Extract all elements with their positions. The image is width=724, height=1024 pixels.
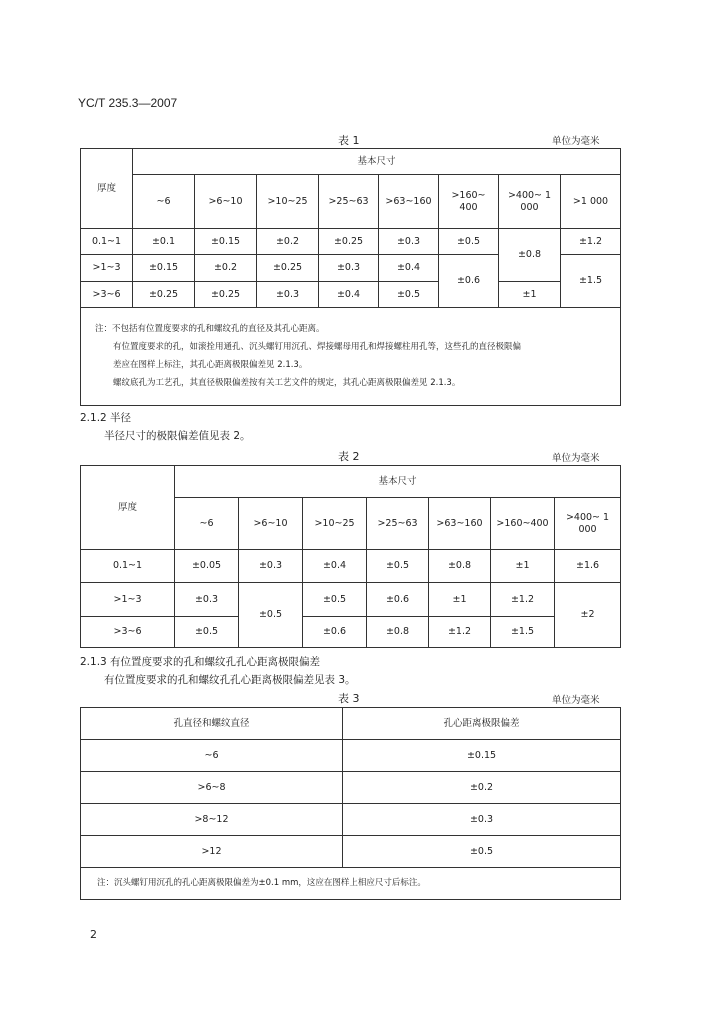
table1-col-header: >1 000 xyxy=(561,175,621,229)
table1-row-label: >1~3 xyxy=(81,255,133,282)
table2-cell: ±1.6 xyxy=(555,550,621,583)
table1-note-line: 差应在图样上标注，其孔心距离极限偏差见 2.1.3。 xyxy=(113,360,308,370)
table1-col-header: >6~10 xyxy=(195,175,257,229)
table3-note: 注：沉头螺钉用沉孔的孔心距离极限偏差为±0.1 mm，这应在图样上相应尺寸后标注。 xyxy=(81,868,621,900)
table1-col-header: >160~ 400 xyxy=(439,175,499,229)
table1-cell-merged: ±1.5 xyxy=(561,255,621,308)
table1-note-line: 螺纹底孔为工艺孔，其直径极限偏差按有关工艺文件的规定，其孔心距离极限偏差见 2.1.3。 xyxy=(113,378,461,388)
table2-cell: ±1 xyxy=(491,550,555,583)
table3-col-header: 孔心距离极限偏差 xyxy=(343,708,621,740)
table2-col-header: >400~ 1 000 xyxy=(555,498,621,550)
table2-cell: ±0.3 xyxy=(175,583,239,617)
table1-cell: ±0.15 xyxy=(195,229,257,255)
table1-cell: ±0.25 xyxy=(257,255,319,282)
table2-cell: ±0.6 xyxy=(367,583,429,617)
table2-cell: ±0.5 xyxy=(367,550,429,583)
table2-cell: ±1.5 xyxy=(491,617,555,648)
table2-row-label: >1~3 xyxy=(81,583,175,617)
table2-col-header: >10~25 xyxy=(303,498,367,550)
table3-cell: >6~8 xyxy=(81,772,343,804)
table1-unit: 单位为毫米 xyxy=(552,136,600,147)
table1-group-header: 基本尺寸 xyxy=(133,149,621,175)
table2-cell: ±1.2 xyxy=(429,617,491,648)
table2-row-label: >3~6 xyxy=(81,617,175,648)
table2-cell: ±1.2 xyxy=(491,583,555,617)
table2-row-label: 0.1~1 xyxy=(81,550,175,583)
table1-cell: ±1 xyxy=(499,282,561,308)
table2-cell: ±0.5 xyxy=(175,617,239,648)
table1-cell: ±0.3 xyxy=(257,282,319,308)
table1-col-header: >25~63 xyxy=(319,175,379,229)
document-code: YC/T 235.3—2007 xyxy=(78,96,178,110)
table1-cell: ±0.3 xyxy=(319,255,379,282)
table3-cell: >8~12 xyxy=(81,804,343,836)
table2-cell: ±0.05 xyxy=(175,550,239,583)
table1-col-header: >63~160 xyxy=(379,175,439,229)
section-213-text: 有位置度要求的孔和螺纹孔孔心距离极限偏差见表 3。 xyxy=(104,674,356,686)
table3-col-header: 孔直径和螺纹直径 xyxy=(81,708,343,740)
table2-col-header: >25~63 xyxy=(367,498,429,550)
table1-cell-merged: ±0.8 xyxy=(499,229,561,282)
table1-cell: ±0.15 xyxy=(133,255,195,282)
table3-cell: >12 xyxy=(81,836,343,868)
table3-cell: ±0.2 xyxy=(343,772,621,804)
table1-row-header: 厚度 xyxy=(81,149,133,229)
table1-col-header: >400~ 1 000 xyxy=(499,175,561,229)
section-212-heading: 2.1.2 半径 xyxy=(80,412,132,424)
table1-cell: ±0.5 xyxy=(439,229,499,255)
table2-col-header: ~6 xyxy=(175,498,239,550)
table3-cell: ~6 xyxy=(81,740,343,772)
table2-col-header: >6~10 xyxy=(239,498,303,550)
table3-unit: 单位为毫米 xyxy=(552,695,600,706)
table1-cell: ±0.25 xyxy=(319,229,379,255)
table1-col-header: ~6 xyxy=(133,175,195,229)
page-number: 2 xyxy=(90,928,97,941)
table1-col-header: >10~25 xyxy=(257,175,319,229)
table2-caption: 表 2 xyxy=(338,450,360,463)
table1 xyxy=(80,148,621,406)
table1-cell: ±0.25 xyxy=(133,282,195,308)
table1-cell: ±0.5 xyxy=(379,282,439,308)
table3-cell: ±0.5 xyxy=(343,836,621,868)
table2-cell: ±0.6 xyxy=(303,617,367,648)
table2-cell-merged: ±0.5 xyxy=(239,583,303,648)
table1-note xyxy=(81,308,621,406)
table1-cell: ±0.1 xyxy=(133,229,195,255)
table2-col-header: >160~400 xyxy=(491,498,555,550)
table1-row-label: 0.1~1 xyxy=(81,229,133,255)
table2-group-header: 基本尺寸 xyxy=(175,466,621,498)
table2-cell: ±0.3 xyxy=(239,550,303,583)
table3-caption: 表 3 xyxy=(338,692,360,705)
table2-cell-merged: ±2 xyxy=(555,583,621,648)
table1-cell: ±0.2 xyxy=(257,229,319,255)
section-212-text: 半径尺寸的极限偏差值见表 2。 xyxy=(104,430,251,442)
table1-cell: ±1.2 xyxy=(561,229,621,255)
table3 xyxy=(80,707,621,900)
table3-cell: ±0.15 xyxy=(343,740,621,772)
table3-cell: ±0.3 xyxy=(343,804,621,836)
table1-cell: ±0.2 xyxy=(195,255,257,282)
table2-row-header: 厚度 xyxy=(81,466,175,550)
table1-cell-merged: ±0.6 xyxy=(439,255,499,308)
table2-cell: ±0.8 xyxy=(367,617,429,648)
section-213-heading: 2.1.3 有位置度要求的孔和螺纹孔孔心距离极限偏差 xyxy=(80,656,321,668)
table1-cell: ±0.25 xyxy=(195,282,257,308)
table2-cell: ±0.5 xyxy=(303,583,367,617)
table2 xyxy=(80,465,621,648)
table2-cell: ±1 xyxy=(429,583,491,617)
table1-caption: 表 1 xyxy=(338,134,360,147)
table1-row-label: >3~6 xyxy=(81,282,133,308)
table1-cell: ±0.4 xyxy=(379,255,439,282)
table2-unit: 单位为毫米 xyxy=(552,453,600,464)
table1-cell: ±0.4 xyxy=(319,282,379,308)
table2-cell: ±0.4 xyxy=(303,550,367,583)
table1-cell: ±0.3 xyxy=(379,229,439,255)
table2-cell: ±0.8 xyxy=(429,550,491,583)
table1-note-line: 注：不包括有位置度要求的孔和螺纹孔的直径及其孔心距离。 xyxy=(95,324,325,334)
table2-col-header: >63~160 xyxy=(429,498,491,550)
table1-note-line: 有位置度要求的孔，如滚拴用通孔、沉头螺钉用沉孔、焊接螺母用孔和焊接螺柱用孔等，这些孔的直径极限偏 xyxy=(113,342,522,352)
